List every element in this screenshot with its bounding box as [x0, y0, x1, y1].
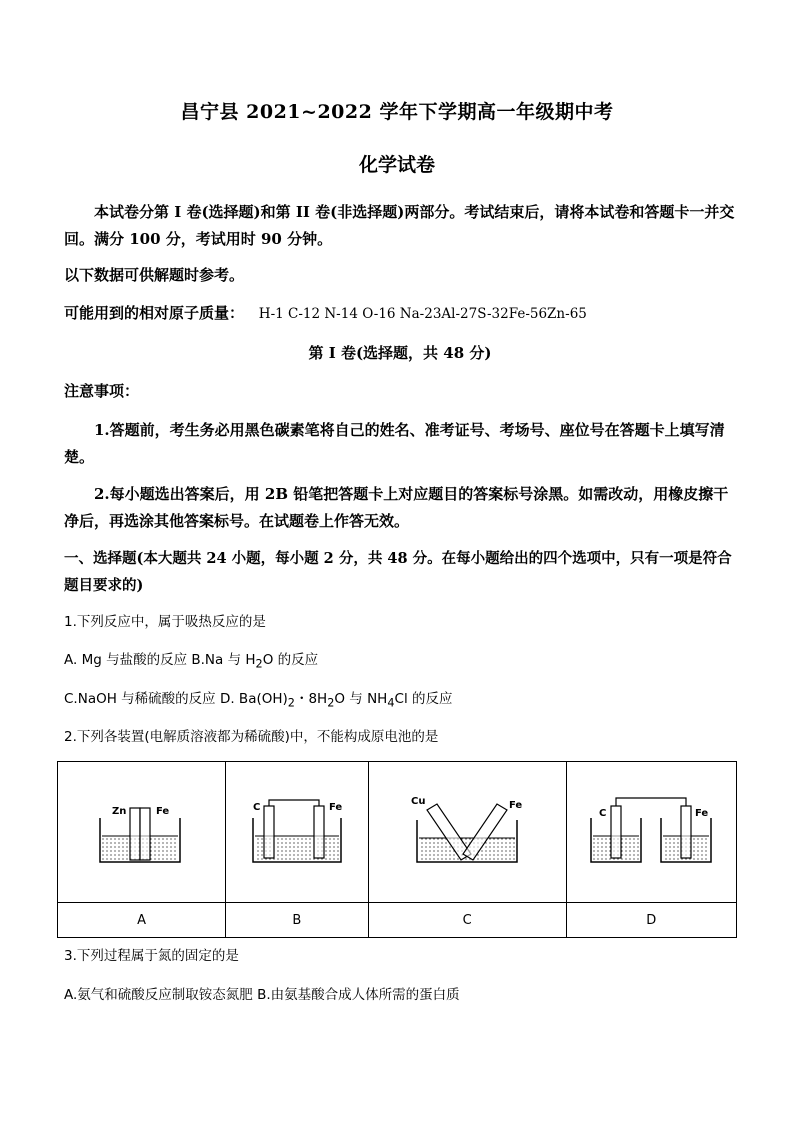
label-fe-a: Fe: [155, 806, 169, 817]
question-3-options-ab: A.氨气和硫酸反应制取铵态氮肥 B.由氨基酸合成人体所需的蛋白质: [64, 987, 460, 1003]
question-3-stem: 3.下列过程属于氮的固定的是: [64, 948, 239, 964]
label-c-d: C: [599, 808, 607, 819]
exam-title: 昌宁县 2021~2022 学年下学期高一年级期中考: [180, 101, 614, 123]
label-c-b: C: [252, 802, 261, 813]
wire: [269, 800, 319, 806]
question-2-stem: 2.下列各装置(电解质溶液都为稀硫酸)中，不能构成原电池的是: [64, 729, 439, 745]
label-zn: Zn: [111, 806, 126, 817]
question-1-stem: 1.下列反应中，属于吸热反应的是: [64, 614, 266, 630]
atomic-mass-line: [64, 300, 736, 328]
option-label-a: A: [58, 903, 226, 938]
apparatus-a-diagram: [82, 790, 202, 870]
apparatus-a-cell: [58, 762, 226, 903]
question-1-options-cd: C.NaOH 与稀硫酸的反应 D. $Ba(OH)_2$・$8H_2O$ 与 $NH_4Cl$ 的反应: [64, 691, 453, 710]
option-label-c: C: [368, 903, 566, 938]
apparatus-c-diagram: [397, 790, 537, 870]
apparatus-d-cell: [566, 762, 736, 903]
apparatus-table: [57, 761, 737, 938]
label-fe-b: Fe: [328, 802, 343, 813]
wire: [616, 798, 686, 806]
atomic-mass-label: 可能用到的相对原子质量：: [64, 304, 245, 322]
apparatus-b-diagram: [237, 790, 357, 870]
fe-electrode: [314, 806, 324, 858]
note-1: 1.答题前，考生务必用黑色碳素笔将自己的姓名、准考证号、考场号、座位号在答题卡上填写清楚。: [64, 421, 725, 466]
label-fe-d: Fe: [695, 808, 709, 819]
fe-electrode: [140, 808, 150, 860]
label-fe-c: Fe: [509, 800, 523, 811]
question-1-options-ab: A. Mg 与盐酸的反应 B.Na 与 $H_2O$ 的反应: [64, 652, 319, 671]
apparatus-d-diagram: [581, 790, 721, 870]
zn-electrode: [130, 808, 140, 860]
apparatus-c-cell: [368, 762, 566, 903]
part1-heading: 第 I 卷(选择题，共 48 分): [308, 344, 492, 362]
c-electrode: [611, 806, 621, 858]
atomic-mass-values: H-1 C-12 N-14 O-16 Na-23Al-27S-32Fe-56Zn-65: [258, 306, 587, 322]
section-heading: 一、选择题(本大题共 24 小题，每小题 2 分，共 48 分。在每小题给出的四个选项中，只有一项是符合题目要求的): [64, 550, 732, 594]
intro-paragraph: 本试卷分第 I 卷(选择题)和第 II 卷(非选择题)两部分。考试结束后，请将本试卷和答题卡一并交回。满分 100 分，考试用时 90 分钟。: [64, 203, 735, 248]
reference-note: 以下数据可供解题时参考。: [64, 266, 245, 284]
exam-subject: 化学试卷: [358, 154, 435, 176]
note-2: 2.每小题选出答案后，用 2B 铅笔把答题卡上对应题目的答案标号涂黑。如需改动，用橡皮擦干净后，再选涂其他答案标号。在试题卷上作答无效。: [64, 485, 729, 530]
notes-title: 注意事项：: [64, 382, 140, 400]
option-label-b: B: [226, 903, 369, 938]
apparatus-b-cell: [226, 762, 369, 903]
label-cu: Cu: [411, 796, 426, 807]
option-label-d: D: [566, 903, 736, 938]
c-electrode: [264, 806, 274, 858]
fe-electrode: [681, 806, 691, 858]
